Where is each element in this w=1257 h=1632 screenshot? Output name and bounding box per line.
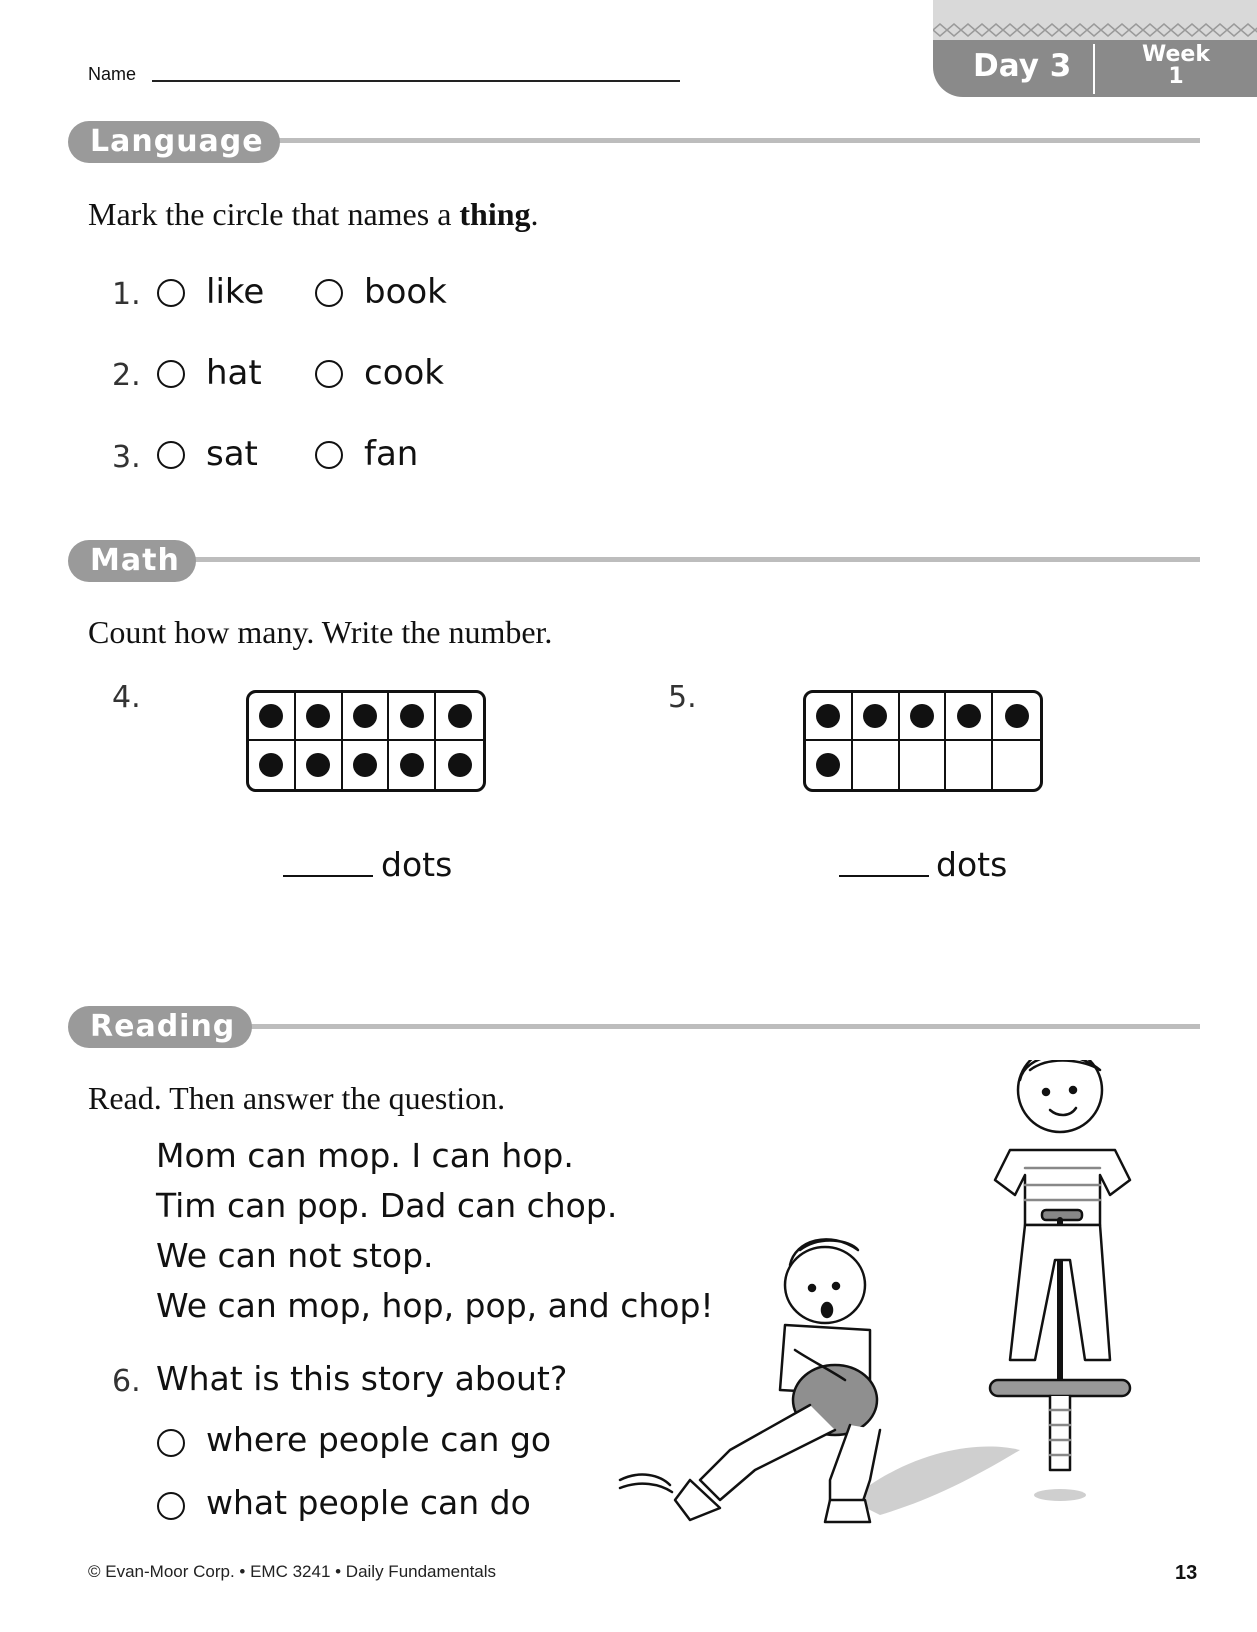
ten-frame-cell	[806, 741, 853, 789]
reading-instruction: Read. Then answer the question.	[88, 1080, 506, 1116]
dot-icon	[259, 753, 283, 777]
ten-frame-cell	[389, 741, 436, 789]
dot-icon	[306, 753, 330, 777]
ten-frame-cell	[436, 741, 483, 789]
question-number: 2.	[112, 358, 141, 393]
week-label: Week	[1142, 42, 1210, 67]
question-number: 3.	[112, 440, 141, 475]
page-number: 13	[1175, 1562, 1198, 1584]
question-number: 6.	[112, 1364, 141, 1399]
option-word: book	[364, 272, 447, 312]
answer-blank[interactable]	[839, 875, 929, 877]
ten-frame-cell	[343, 741, 390, 789]
dot-icon	[1005, 704, 1029, 728]
ten-frame-cell	[249, 741, 296, 789]
math-instruction: Count how many. Write the number.	[88, 614, 553, 650]
ten-frame-cell	[993, 693, 1040, 741]
ten-frame-cell	[806, 693, 853, 741]
language-instruction	[88, 196, 539, 233]
ten-frame-cell	[900, 741, 947, 789]
ten-frame-cell	[993, 741, 1040, 789]
dot-icon	[400, 753, 424, 777]
instruction-end: .	[530, 196, 539, 232]
answer-circle[interactable]	[157, 360, 185, 388]
ten-frame-cell	[296, 693, 343, 741]
dot-icon	[306, 704, 330, 728]
dot-icon	[863, 704, 887, 728]
kids-illustration	[580, 1060, 1220, 1580]
answer-circle[interactable]	[157, 1492, 185, 1520]
dot-icon	[957, 704, 981, 728]
ten-frame-cell	[853, 693, 900, 741]
dot-icon	[400, 704, 424, 728]
option-text: where people can go	[206, 1420, 552, 1459]
diamond-pattern-icon	[933, 0, 1257, 40]
dot-icon	[353, 753, 377, 777]
dot-icon	[259, 704, 283, 728]
answer-blank[interactable]	[283, 875, 373, 877]
instruction-bold: thing	[459, 196, 531, 232]
math-section-title: Math	[68, 540, 196, 582]
problem-number: 4.	[112, 680, 141, 715]
option-text: what people can do	[206, 1483, 531, 1522]
dot-icon	[910, 704, 934, 728]
week-label-box	[1095, 44, 1257, 88]
ten-frame-cell	[436, 693, 483, 741]
ten-frame-cell	[343, 693, 390, 741]
ten-frame	[803, 690, 1043, 792]
ten-frame	[246, 690, 486, 792]
ten-frame-cell	[946, 693, 993, 741]
instruction-text: Mark the circle that names a	[88, 196, 460, 232]
question-number: 1.	[112, 277, 141, 312]
story-line: Mom can mop. I can hop.	[156, 1136, 574, 1175]
language-section-title: Language	[68, 121, 280, 163]
option-word: hat	[206, 353, 262, 393]
answer-circle[interactable]	[157, 279, 185, 307]
option-word: fan	[364, 434, 419, 474]
story-line: We can mop, hop, pop, and chop!	[156, 1286, 714, 1325]
dots-label: dots	[936, 845, 1008, 884]
story-line: Tim can pop. Dad can chop.	[156, 1186, 618, 1225]
ten-frame-cell	[853, 741, 900, 789]
answer-circle[interactable]	[315, 279, 343, 307]
ten-frame-cell	[900, 693, 947, 741]
dot-icon	[816, 704, 840, 728]
story-line: We can not stop.	[156, 1236, 434, 1275]
option-word: sat	[206, 434, 258, 474]
dot-icon	[353, 704, 377, 728]
ten-frame-cell	[249, 693, 296, 741]
copyright: © Evan-Moor Corp. • EMC 3241 • Daily Fundamentals	[88, 1562, 497, 1581]
day-week-tab	[933, 0, 1257, 97]
tab-pattern	[933, 0, 1257, 40]
problem-number: 5.	[668, 680, 697, 715]
dot-icon	[448, 753, 472, 777]
answer-circle[interactable]	[315, 360, 343, 388]
option-word: like	[206, 272, 265, 312]
option-word: cook	[364, 353, 444, 393]
reading-section-title: Reading	[68, 1006, 252, 1048]
dot-icon	[448, 704, 472, 728]
ten-frame-cell	[389, 693, 436, 741]
math-divider	[190, 557, 1200, 562]
name-line[interactable]	[152, 80, 680, 82]
day-label: Day 3	[973, 48, 1072, 84]
answer-circle[interactable]	[157, 1429, 185, 1457]
reading-question: What is this story about?	[156, 1359, 568, 1398]
name-label: Name	[88, 64, 137, 84]
dots-label: dots	[381, 845, 453, 884]
week-number: 1	[1168, 64, 1184, 89]
reading-divider	[245, 1024, 1200, 1029]
answer-circle[interactable]	[315, 441, 343, 469]
dot-icon	[816, 753, 840, 777]
language-divider	[270, 138, 1200, 143]
ten-frame-cell	[296, 741, 343, 789]
answer-circle[interactable]	[157, 441, 185, 469]
ten-frame-cell	[946, 741, 993, 789]
